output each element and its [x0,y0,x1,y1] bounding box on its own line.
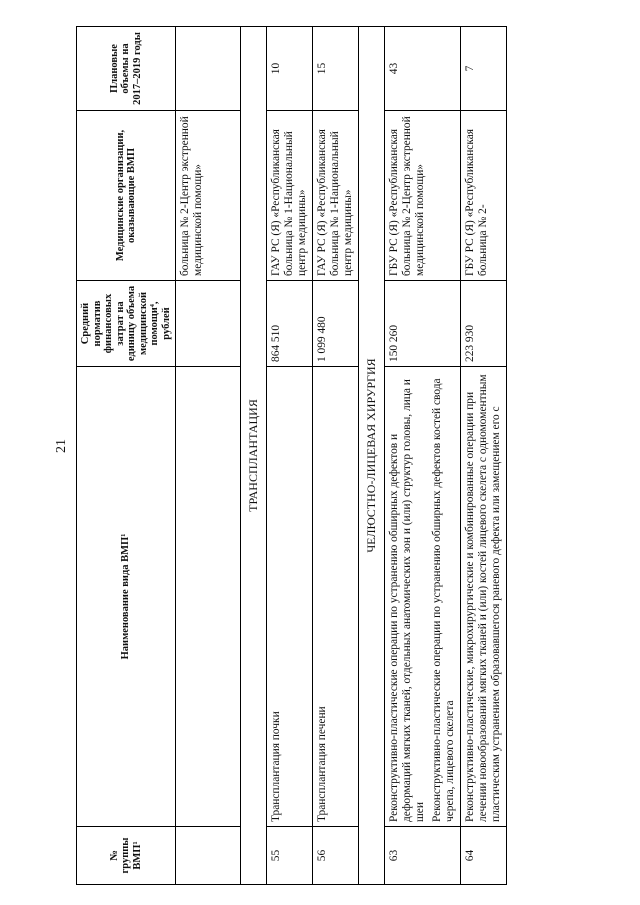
section-transplant: ТРАНСПЛАНТАЦИЯ [241,27,267,885]
row-org: ГАУ РС (Я) «Республиканская больница № 1-Национальный центр медицины» [267,111,313,281]
cont-cost [176,281,241,367]
row-cost: 864 510 [267,281,313,367]
row-org: ГБУ РС (Я) «Республиканская больница № 2- [461,111,507,281]
section-row-maxillofacial [359,27,385,885]
table-header-row [77,27,176,885]
row-num: 56 [313,827,359,885]
row-name-line-1: Реконструктивно-пластические операции по устранению обширных дефектов и деформаций мягких тканей, отдельных анатомических зон и (или) структур головы, лица и шеи [388,379,426,822]
cont-num [176,827,241,885]
continuation-row [176,27,241,885]
row-volume: 15 [313,27,359,111]
row-num: 63 [385,827,461,885]
section-maxillofacial: ЧЕЛЮСТНО-ЛИЦЕВАЯ ХИРУРГИЯ [359,27,385,885]
row-name: Трансплантация почки [267,367,313,827]
cont-volume [176,27,241,111]
table-row [385,27,461,885]
row-cost: 223 930 [461,281,507,367]
table-row [267,27,313,885]
header-name: Наименование вида ВМП¹ [77,367,176,827]
row-name: Реконструктивно-пластические, микрохирургические и комбинированные операции при лечении новообразований мягких тканей и (или) костей лицевого скелета с одномоментным пластическим устранением образовавшегося раневого дефекта или замещением его с [461,367,507,827]
row-num: 55 [267,827,313,885]
header-volume: Плановые объемы на 2017–2019 годы [77,27,176,111]
row-volume: 7 [461,27,507,111]
row-num: 64 [461,827,507,885]
cont-name [176,367,241,827]
row-cost: 1 099 480 [313,281,359,367]
vmp-table [76,26,507,885]
page-number: 21 [54,439,69,453]
row-volume: 10 [267,27,313,111]
header-cost: Средний норматив финансовых затрат на единицу объема медицинской помощи⁴, рублей [77,281,176,367]
table-row [313,27,359,885]
header-org: Медицинские организации, оказывающие ВМП [77,111,176,281]
row-volume: 43 [385,27,461,111]
row-org: ГАУ РС (Я) «Республиканская больница № 1-Национальный центр медицины» [313,111,359,281]
header-group: № группы ВМП¹ [77,827,176,885]
row-org: ГБУ РС (Я) «Республиканская больница № 2-Центр экстренной медицинской помощи» [385,111,461,281]
table-row [461,27,507,885]
row-name [385,367,461,827]
row-name-line-2: Реконструктивно-пластические операции по устранению обширных дефектов костей свода черепа, лицевого скелета [431,378,456,822]
cont-org: больница № 2-Центр экстренной медицинской помощи» [176,111,241,281]
row-name: Трансплантация печени [313,367,359,827]
row-cost: 150 260 [385,281,461,367]
section-row-transplant [241,27,267,885]
